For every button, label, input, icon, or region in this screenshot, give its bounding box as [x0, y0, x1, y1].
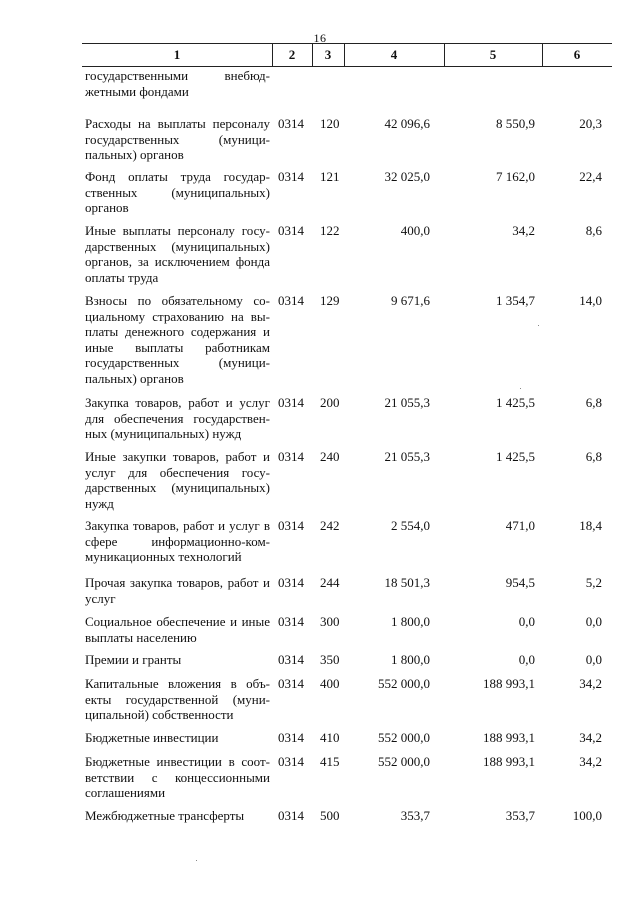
row-name: Прочая закупка товаров, работ и услуг: [85, 575, 270, 606]
row-section: 0314: [278, 449, 304, 464]
row-plan: 1 800,0: [391, 614, 430, 629]
row-actual: 1 425,5: [496, 395, 535, 410]
row-percent: 6,8: [585, 449, 602, 464]
row-section: 0314: [278, 518, 304, 533]
row-actual: 471,0: [505, 518, 535, 533]
row-percent: 22,4: [579, 169, 602, 184]
row-plan: 42 096,6: [384, 116, 430, 131]
row-code: 244: [320, 575, 340, 590]
header-col-4: 4: [390, 47, 398, 62]
row-code: 350: [320, 652, 340, 667]
row-code: 120: [320, 116, 340, 131]
row-percent: 6,8: [585, 395, 602, 410]
page-number: 16: [313, 31, 327, 45]
row-plan: 21 055,3: [384, 395, 430, 410]
row-section: 0314: [278, 652, 304, 667]
row-section: 0314: [278, 730, 304, 745]
row-code: 121: [320, 169, 340, 184]
row-actual: 7 162,0: [496, 169, 535, 184]
row-name: Социальное обеспечение и иные выплаты населению: [85, 614, 270, 645]
row-plan: 2 554,0: [391, 518, 430, 533]
scan-speck: [538, 325, 539, 326]
row-percent: 0,0: [585, 614, 602, 629]
scan-speck: [196, 860, 197, 861]
row-actual: 34,2: [512, 223, 535, 238]
row-actual: 188 993,1: [483, 754, 535, 769]
header-col-5: 5: [489, 47, 497, 62]
row-plan: 9 671,6: [391, 293, 430, 308]
row-actual: 188 993,1: [483, 730, 535, 745]
row-actual: 1 354,7: [496, 293, 535, 308]
row-actual: 0,0: [518, 614, 535, 629]
row-section: 0314: [278, 754, 304, 769]
row-name: Расходы на выплаты персоналу государственных (муници-пальных) органов: [85, 116, 270, 162]
header-col-6: 6: [573, 47, 581, 62]
row-percent: 34,2: [579, 754, 602, 769]
row-section: 0314: [278, 395, 304, 410]
row-percent: 0,0: [585, 652, 602, 667]
row-name: Бюджетные инвестиции: [85, 730, 219, 745]
row-plan: 400,0: [400, 223, 430, 238]
row-plan: 552 000,0: [378, 730, 430, 745]
row-code: 415: [320, 754, 340, 769]
row-name: Закупка товаров, работ и услуг для обеспечения государствен-ных (муниципальных) нужд: [85, 395, 270, 441]
row-code: 300: [320, 614, 340, 629]
row-section: 0314: [278, 614, 304, 629]
row-actual: 8 550,9: [496, 116, 535, 131]
row-actual: 188 993,1: [483, 676, 535, 691]
row-section: 0314: [278, 169, 304, 184]
row-actual: 0,0: [518, 652, 535, 667]
row-code: 242: [320, 518, 340, 533]
row-name: Межбюджетные трансферты: [85, 808, 245, 823]
row-percent: 34,2: [579, 730, 602, 745]
row-name: государственными внебюд-жетными фондами: [85, 68, 270, 99]
row-name: Фонд оплаты труда государ-ственных (муниципальных) органов: [85, 169, 270, 215]
row-actual: 1 425,5: [496, 449, 535, 464]
row-code: 500: [320, 808, 340, 823]
row-percent: 14,0: [579, 293, 602, 308]
row-percent: 100,0: [572, 808, 602, 823]
row-name: Капитальные вложения в объ-екты государственной (муни-ципальной) собственности: [85, 676, 270, 722]
row-name: Бюджетные инвестиции в соот-ветствии с концессионными соглашениями: [85, 754, 270, 800]
header-col-1: 1: [173, 47, 181, 62]
row-section: 0314: [278, 223, 304, 238]
row-code: 122: [320, 223, 340, 238]
row-actual: 353,7: [505, 808, 535, 823]
row-code: 410: [320, 730, 340, 745]
row-name: Закупка товаров, работ и услуг в сфере информационно-ком-муникационных технологий: [85, 518, 270, 564]
row-code: 240: [320, 449, 340, 464]
row-name: Взносы по обязательному со-циальному страхованию на вы-платы денежного содержания и иные выплаты работникам государственных (муници-пальных) органов: [85, 293, 270, 386]
row-plan: 21 055,3: [384, 449, 430, 464]
row-name: Премии и гранты: [85, 652, 182, 667]
row-plan: 1 800,0: [391, 652, 430, 667]
row-plan: 353,7: [400, 808, 430, 823]
row-section: 0314: [278, 575, 304, 590]
row-percent: 18,4: [579, 518, 602, 533]
row-plan: 18 501,3: [384, 575, 430, 590]
row-percent: 20,3: [579, 116, 602, 131]
row-section: 0314: [278, 676, 304, 691]
row-section: 0314: [278, 293, 304, 308]
row-actual: 954,5: [505, 575, 535, 590]
row-plan: 552 000,0: [378, 676, 430, 691]
row-section: 0314: [278, 808, 304, 823]
row-percent: 5,2: [585, 575, 602, 590]
row-code: 129: [320, 293, 340, 308]
row-section: 0314: [278, 116, 304, 131]
row-percent: 8,6: [585, 223, 602, 238]
scan-speck: [520, 388, 521, 389]
row-code: 400: [320, 676, 340, 691]
header-col-3: 3: [324, 47, 332, 62]
row-plan: 552 000,0: [378, 754, 430, 769]
header-col-2: 2: [288, 47, 296, 62]
row-plan: 32 025,0: [384, 169, 430, 184]
table-header: [82, 43, 612, 67]
row-name: Иные закупки товаров, работ и услуг для обеспечения госу-дарственных (муниципальных) нужд: [85, 449, 270, 511]
row-percent: 34,2: [579, 676, 602, 691]
row-name: Иные выплаты персоналу госу-дарственных (муниципальных) органов, за исключением фонда оплаты труда: [85, 223, 270, 285]
row-code: 200: [320, 395, 340, 410]
